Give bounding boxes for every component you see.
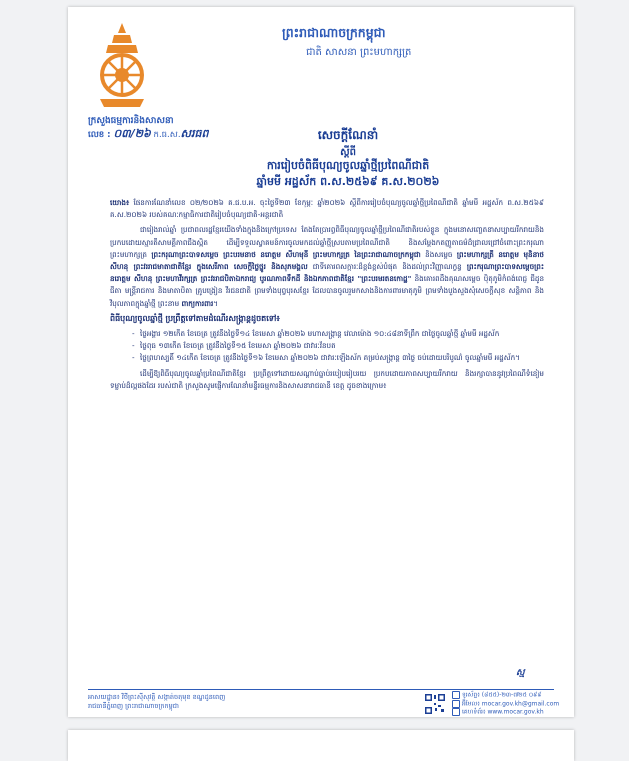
document-title: សេចក្ដីណែនាំ: [317, 128, 379, 142]
list-item: - ថ្ងៃពុធ ១៣កើត ខែចេត្រ ត្រូវនឹងថ្ងៃទី១៥ ខែមេសា ឆ្នាំ២០២៦ ជាវារៈវ័នបត: [140, 340, 544, 352]
subject-title: ការរៀបចំពិធីបុណ្យចូលឆ្នាំថ្មីប្រពៃណីជាតិ: [266, 159, 430, 172]
ref-prefix: លេខ :: [88, 130, 114, 140]
footer-contacts: [452, 691, 559, 717]
queen-mother-name: ព្រះមហាក្សត្រី នរោត្តម មុនិនាថ សីហនុ ព្រះវររាជមាតាជាតិខ្មែរ ក្នុងសេរីភាព សេចក្ដីថ្លៃថ្នូរ និងសុភមង្គល: [110, 249, 544, 272]
reference-label: យោង៖: [110, 198, 130, 207]
address-line-2: រាជធានីភ្នំពេញ ព្រះរាជាណាចក្រកម្ពុជា: [88, 702, 179, 710]
national-motto: ជាតិ សាសនា ព្រះមហាក្សត្រ: [306, 47, 412, 58]
footer-address: [88, 693, 225, 711]
phone-icon: [452, 691, 460, 699]
ref-stamp: សរធព: [180, 127, 209, 140]
contact-phone: [452, 691, 559, 700]
schedule-heading: ពិធីបុណ្យចូលឆ្នាំថ្មី ប្រព្រឹត្តទៅតាមដំណើរសង្ក្រាន្តដូចតទៅ៖: [110, 313, 280, 323]
email-icon: [452, 700, 460, 708]
footer-divider: [88, 689, 554, 690]
closing-paragraph: ដើម្បីឱ្យពិធីបុណ្យចូលឆ្នាំប្រពៃណីជាតិខ្មែរ ប្រព្រឹត្តទៅដោយសណ្ដាប់ធ្នាប់របៀបរៀបរយ ប្រកបដោយភាពសប្បាយរីករាយ និងរក្សាបាននូវប្រពៃណីទំនៀមទម្លាប់ដ៏ល្អផងដែរ របស់ជាតិ ក្រសួងសូមផ្ញើការណែនាំមន្ទីរធម្មការនិងសាសនារាជធានី ខេត្ត ដូចខាងក្រោម៖: [110, 368, 544, 390]
list-item: - ថ្ងៃអង្គារ ១២កើត ខែចេត្រ ត្រូវនឹងថ្ងៃទី១៤ ខែមេសា ឆ្នាំ២០២៦ មហាសង្ក្រាន្ត វេលាម៉ោង ១០:៤៨នាទីព្រឹក ជាថ្ងៃចូលឆ្នាំថ្មី ឆ្នាំមមី អដ្ឋស័ក: [140, 328, 544, 340]
year-title: ឆ្នាំមមី អដ្ឋស័ក ព.ស.២៥៦៩ គ.ស.២០២៦: [256, 175, 440, 188]
ref-suffix: ក.ធ.ស.: [150, 130, 181, 140]
phone-text: ទូរស័ព្ទ៖ (៨៥៥)-២៣-៧២៥ ០៩៩: [462, 691, 542, 699]
globe-icon: [452, 708, 460, 716]
intro-text-3: ជាទីគោរពសក្ការៈដ៏ខ្ពង់ខ្ពស់បំផុត និងដល់ព្រះវិញ្ញាណក្ខន្ធ: [307, 262, 467, 272]
ministry-emblem-icon: [92, 21, 152, 111]
contact-website[interactable]: [452, 708, 559, 717]
reference-paragraph: [110, 197, 544, 221]
kingdom-title: ព្រះរាជាណាចក្រកម្ពុជា: [282, 25, 386, 40]
next-page-preview: [68, 730, 574, 761]
intro-text-5: ។: [213, 298, 219, 308]
intro-bold-4: ពាក្យការពារ: [181, 298, 214, 308]
contact-email[interactable]: [452, 700, 559, 709]
ref-number: ០៣/២៦: [113, 127, 151, 140]
address-line-1: អាសយដ្ឋាន៖ វិថីព្រះស៊ីសុវត្ថិ សង្កាត់ចតុមុខ ខណ្ឌដូនពេញ: [88, 693, 226, 701]
reference-text: ផែនការណែនាំលេខ ០២/២០២៦ គ.ជ.ប.អ. ចុះថ្ងៃទី២៣ ខែកុម្ភៈ ឆ្នាំ២០២៦ ស្ដីពីការរៀបចំបុណ្យចូលឆ្នាំថ្មីប្រពៃណីជាតិ ឆ្នាំមមី អដ្ឋស័ក ព.ស.២៥៦៩ គ.ស.២០២៦ របស់គណៈកម្មាធិការជាតិរៀបចំបុណ្យជាតិ-អន្តរជាតិ: [110, 198, 544, 220]
ministry-name: ក្រសួងធម្មការនិងសាសនា: [88, 116, 174, 126]
king-father-name: ព្រះករុណាព្រះបាទសម្ដេចព្រះ នរោត្តម សីហនុ ព្រះមហាវីរក្សត្រ ព្រះវររាជបិតាឯករាជ្យ បូរណភាពទឹកដី និងឯកភាពជាតិខ្មែរ "ព្រះបរមរតនកោដ្ឋ": [110, 262, 544, 284]
about-label: ស្ដីពី: [340, 147, 356, 158]
schedule-list: [110, 328, 544, 365]
intro-text-2: និងសម្ដេច: [420, 249, 457, 259]
signature-mark: ស្ម: [516, 668, 525, 678]
intro-text-4: និងគោរពដឹងគុណសម្ដេច ប៉ិតុភូមិកំពង់ពេជ្ញ ជីដូនជីតា មន្រ្តីរាជការ និងមាតាបិតា គ្រូបង្រៀន វីរជនជាតិ ព្រមទាំងបុព្វបុរសខ្មែរ ដែលបានចូលរួមកសាងនិងការពារមាតុភូមិ ព្រមទាំងបួងសួងសុំសេចក្ដីសុខ សន្តិភាព និងវិបុលភាពក្នុងឆ្នាំថ្មី ព្រះនាម: [110, 274, 544, 308]
website-text: គេហទំព័រ៖ www.mocar.gov.kh: [462, 708, 544, 716]
document-page: [68, 7, 574, 717]
intro-paragraph: [110, 224, 544, 309]
qr-code-icon: [424, 693, 446, 715]
email-text: អ៊ីមែល៖ mocar.gov.kh@gmail.com: [462, 700, 560, 707]
king-name: ព្រះករុណាព្រះបាទសម្ដេច ព្រះបរមនាថ នរោត្ដម សីហមុនី ព្រះមហាក្សត្រ នៃព្រះរាជាណាចក្រកម្ពុជា: [151, 249, 421, 259]
intro-text-1: ជារៀងរាល់ឆ្នាំ ប្រជាពលរដ្ឋខ្មែរយើងទាំងក្នុងនិងក្រៅប្រទេស តែងតែប្រារព្ធពិធីបុណ្យចូលឆ្នាំថ្មីប្រពៃណីជាតិរបស់ខ្លួន ក្នុងមនោសញ្ចេតនាសប្បាយរីករាយនិងប្រកបដោយស្មារតីសាមគ្គីភាពជឹងស្អិត ដើម្បីទទួលស្វាគមន៍ការចូលមកដល់ឆ្នាំថ្មីស្របតាមប្រពៃណីជាតិ និងសម្ដែងកតញ្ញូតាធម៌ដ៏ជ្រាលជ្រៅចំពោះព្រះករុណា ព្រះមហាក្សត្រ: [110, 225, 544, 259]
document-body: [110, 197, 544, 395]
list-item: - ថ្ងៃព្រហស្បតិ៍ ១៤កើត ខែចេត្រ ត្រូវនឹងថ្ងៃទី១៦ ខែមេសា ឆ្នាំ២០២៦ ជាវារៈឡើងស័ក គម្រប់សង្ក្រាន្ត ៣ថ្ងៃ ចប់ដោយបរិបូណ៌ ចូលឆ្នាំមមី អដ្ឋស័ក។: [140, 352, 544, 364]
